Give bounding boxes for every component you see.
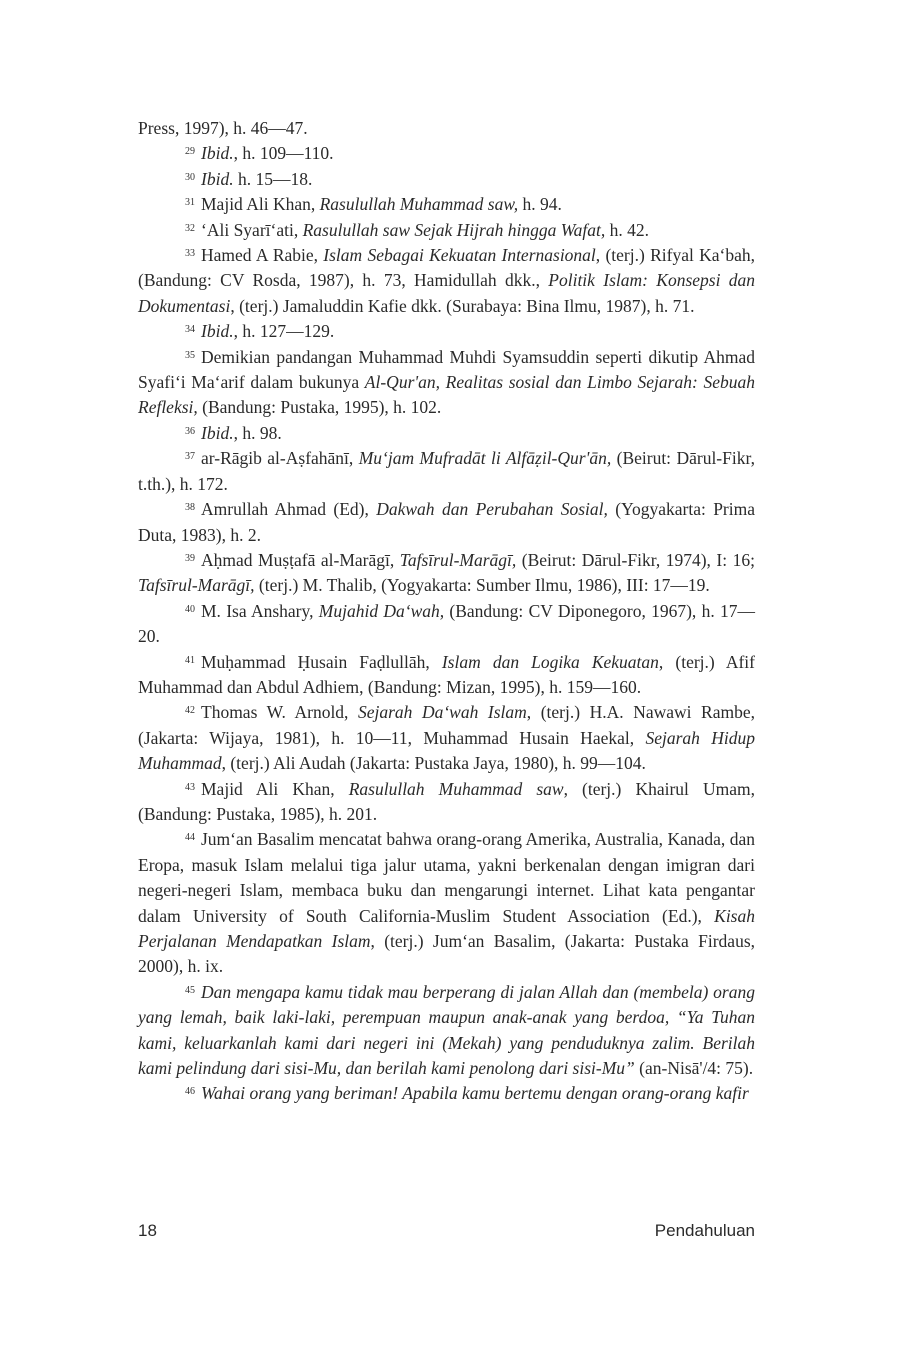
footnote-number: 44 [185,832,195,844]
footnote-number: 39 [185,552,195,564]
footnote-number: 38 [185,502,195,514]
footnote-text: Majid Ali Khan, [201,194,320,215]
footnote-italic-text: Dakwah dan Perubahan Sosial, [376,499,608,520]
footnote-number: 37 [185,451,195,463]
footnote-text: , (terj.) H.A. Nawawi Rambe, (Jakarta: Wijaya, 1981), h. 10—11, Muhammad Husain Haekal, [138,702,755,748]
footnote-text: (an-Nisā'/4: 75). [634,1058,754,1079]
footnote-text: ‘Ali Syarī‘ati, [201,219,303,240]
footnote-text: (Bandung: CV Diponegoro, 1967), h. 17—20. [138,600,755,647]
footnote-number: 31 [185,197,195,209]
footnote-number: 45 [185,984,195,996]
footnote-italic-text: Tafsīrul-Marāgī, [138,575,255,596]
footnote-text: , (terj.) Khairul Umam, (Bandung: Pustaka, 1985), h. 201. [138,778,755,824]
footnote-italic-text: Politik Islam: Konsepsi dan Dokumentasi [138,270,755,316]
footnote-number: 36 [185,425,195,437]
footnote-text: , h. 98. [233,422,282,443]
footnote-text: Press, 1997), h. 46—47. [138,118,308,138]
footnote-text: Demikian pandangan Muhammad Muhdi Syamsuddin seperti dikutip Ahmad Syafi‘i Ma‘arif dalam bukunya [138,346,755,393]
running-head: Pendahuluan [654,1221,755,1240]
footnote-text: (Beirut: Dārul-Fikr, t.th.), h. 172. [138,448,755,494]
footnote-italic-text: Rasulullah saw Sejak Hijrah hingga Wafat, [302,219,606,240]
footnote [138,243,755,319]
footnote-text: ar-Rāgib al-Aṣfahānī, [201,448,359,469]
footnote [138,446,755,497]
footnote-text: h. 94. [518,194,562,215]
footnote-text: (Bandung: Pustaka, 1995), h. 102. [197,397,442,418]
footnote [138,319,755,344]
footnote-text: Amrullah Ahmad (Ed), [201,499,377,520]
footnote-text: h. 42. [605,219,650,240]
footnote-number: 29 [185,146,195,158]
footnote-italic-text: Al-Qur'an, Realitas sosial dan Limbo Sejarah: Sebuah Refleksi, [138,372,755,418]
footnote-italic-text: Islam Sebagai Kekuatan Internasional [323,245,596,266]
page-number: 18 [138,1221,157,1240]
footnote-italic-text: Mu‘jam Mufradāt li Alfāẓil-Qur'ān, [358,448,612,469]
footnote [138,599,755,650]
footnote-number: 33 [185,248,195,260]
footnote-text: , (terj.) Afif Muhammad dan Abdul Adhiem, (Bandung: Mizan, 1995), h. 159—160. [138,651,755,697]
footnote-continuation [138,116,755,141]
footnote [138,650,755,701]
footnote-italic-text: Ibid. [201,321,234,342]
footnote [138,345,755,421]
footnote [138,141,755,166]
footnote-text: Aḥmad Muṣṭafā al-Marāgī, [201,549,400,570]
footnote-text: M. Isa Anshary, [201,600,319,621]
footnote-italic-text: Kisah Perjalanan Mendapatkan Islam [138,905,755,951]
footnote [138,421,755,446]
footnote-number: 42 [185,705,195,717]
footnote-number: 43 [185,781,195,793]
footnote-number: 30 [185,171,195,183]
footnote [138,192,755,217]
footnote-text: Jum‘an Basalim mencatat bahwa orang-orang Amerika, Australia, Kanada, dan Eropa, masuk Islam melalui tiga jalur utama, yakni berkenalan dengan imigran dari negeri-negeri Islam, membaca buku dan mengarungi internet. Lihat kata pengantar dalam University of South California-Muslim Student Association (Ed.), [138,829,755,926]
footnote-number: 34 [185,324,195,336]
footnote-italic-text: Ibid. [201,422,234,443]
footnote-italic-text: Sejarah Hidup Muhammad [138,727,755,774]
footnote-italic-text: Ibid. [201,143,234,164]
footnote-number: 35 [185,349,195,361]
footnote-number: 46 [185,1086,195,1098]
footnote-italic-text: Dan mengapa kamu tidak mau berperang di jalan Allah dan (membela) orang yang lemah, baik laki-laki, perempuan maupun anak-anak yang berdoa, “Ya Tuhan kami, keluarkanlah kami dari negeri ini (Mekah) yang penduduknya zalim. Berilah kami pelindung dari sisi-Mu, dan berilah kami penolong dari sisi-Mu” [138,981,755,1079]
footnote-text: Majid Ali Khan, [201,778,349,799]
footnote-text: , (terj.) Jamaluddin Kafie dkk. (Surabaya: Bina Ilmu, 1987), h. 71. [230,295,695,316]
footnote-text: Muḥammad Ḥusain Faḍlullāh, [201,651,442,672]
footnote-text: (Yogyakarta: Prima Duta, 1983), h. 2. [138,499,755,545]
footnote-text: Hamed A Rabie, [201,245,324,266]
footnote-text: , (terj.) Ali Audah (Jakarta: Pustaka Jaya, 1980), h. 99—104. [221,753,646,774]
footnote-italic-text: Mujahid Da‘wah, [318,600,445,621]
footnote-italic-text: Ibid. [201,168,234,189]
footnote-text: (Beirut: Dārul-Fikr, 1974), I: 16; [516,549,755,570]
footnote-text: , h. 127—129. [233,321,335,342]
footnote-italic-text: Islam dan Logika Kekuatan [441,651,659,672]
footnote [138,700,755,776]
footnote [138,497,755,548]
footnote-italic-text: Wahai orang yang beriman! Apabila kamu bertemu dengan orang-orang kafir [201,1083,749,1104]
footnote-number: 32 [185,222,195,234]
page-footer [138,1221,755,1247]
footnote-list [138,116,755,1107]
footnote [138,777,755,828]
footnote-text: , (terj.) Rifyal Ka‘bah, (Bandung: CV Rosda, 1987), h. 73, Hamidullah dkk., [138,245,755,291]
footnote-text: , (terj.) Jum‘an Basalim, (Jakarta: Pustaka Firdaus, 2000), h. ix. [138,931,755,977]
footnote-italic-text: Sejarah Da‘wah Islam [357,702,527,723]
footnote [138,827,755,979]
footnote [138,218,755,243]
footnote-italic-text: Tafsīrul-Marāgī, [399,549,517,570]
footnote-text: Thomas W. Arnold, [201,702,358,723]
footnote [138,548,755,599]
footnote-number: 41 [185,654,195,666]
footnote [138,980,755,1082]
footnote-italic-text: Rasulullah Muhammad saw, [319,194,519,215]
footnote-text: h. 15—18. [233,168,313,189]
footnote [138,1081,755,1106]
footnote-text: , h. 109—110. [233,143,334,164]
footnote-number: 40 [185,603,195,615]
footnote-text: (terj.) M. Thalib, (Yogyakarta: Sumber Ilmu, 1986), III: 17—19. [254,575,710,596]
footnote [138,167,755,192]
footnote-italic-text: Rasulullah Muhammad saw [348,778,564,799]
